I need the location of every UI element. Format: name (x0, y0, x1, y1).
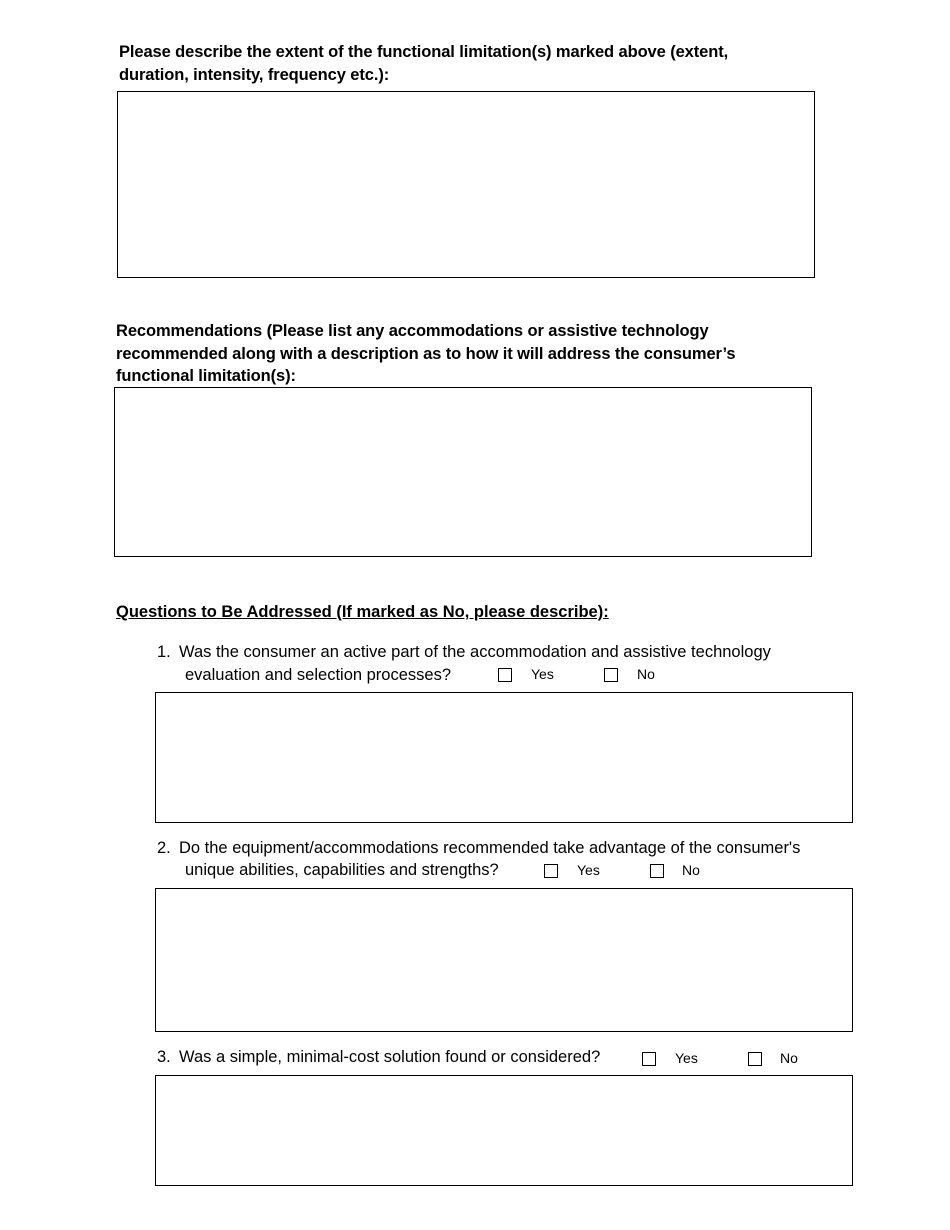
question-1-answer-field[interactable] (155, 692, 853, 823)
question-2-no-checkbox[interactable] (650, 864, 664, 878)
recommendations-heading-line-2: recommended along with a description as to how it will address the consumer’s (116, 344, 736, 363)
question-3-yes-checkbox[interactable] (642, 1052, 656, 1066)
question-1-text-line-1: Was the consumer an active part of the accommodation and assistive technology (179, 643, 771, 661)
question-1-no-checkbox[interactable] (604, 668, 618, 682)
question-2-number: 2. (157, 839, 171, 857)
question-2-answer-field[interactable] (155, 888, 853, 1032)
question-2-yes-checkbox[interactable] (544, 864, 558, 878)
recommendations-field[interactable] (114, 387, 812, 557)
questions-section-title: Questions to Be Addressed (If marked as No, please describe): (116, 603, 609, 621)
question-2-text-line-1: Do the equipment/accommodations recommended take advantage of the consumer's (179, 839, 801, 857)
recommendations-heading (116, 320, 735, 388)
question-3-text-line-1: Was a simple, minimal-cost solution found or considered? (179, 1048, 601, 1066)
recommendations-heading-line-1: Recommendations (Please list any accommodations or assistive technology (116, 322, 709, 340)
question-3-no-label: No (780, 1050, 798, 1066)
question-1-no-label: No (637, 666, 655, 682)
question-1-text-line-2: evaluation and selection processes? (185, 666, 452, 684)
question-2-text-line-2: unique abilities, capabilities and strengths? (185, 861, 499, 879)
question-2-no-label: No (682, 862, 700, 878)
question-3-answer-field[interactable] (155, 1075, 853, 1186)
question-1-yes-label: Yes (531, 666, 554, 682)
limitation-heading-line-1: Please describe the extent of the functional limitation(s) marked above (extent, (119, 43, 729, 61)
limitation-heading-line-2: duration, intensity, frequency etc.): (119, 65, 390, 84)
limitation-description-field[interactable] (117, 91, 815, 278)
question-1-number: 1. (157, 643, 171, 661)
question-3-no-checkbox[interactable] (748, 1052, 762, 1066)
limitation-heading (119, 41, 728, 86)
question-2-yes-label: Yes (577, 862, 600, 878)
recommendations-heading-line-3: functional limitation(s): (116, 367, 296, 385)
question-1-yes-checkbox[interactable] (498, 668, 512, 682)
question-3-yes-label: Yes (675, 1050, 698, 1066)
question-3-number: 3. (157, 1048, 171, 1066)
